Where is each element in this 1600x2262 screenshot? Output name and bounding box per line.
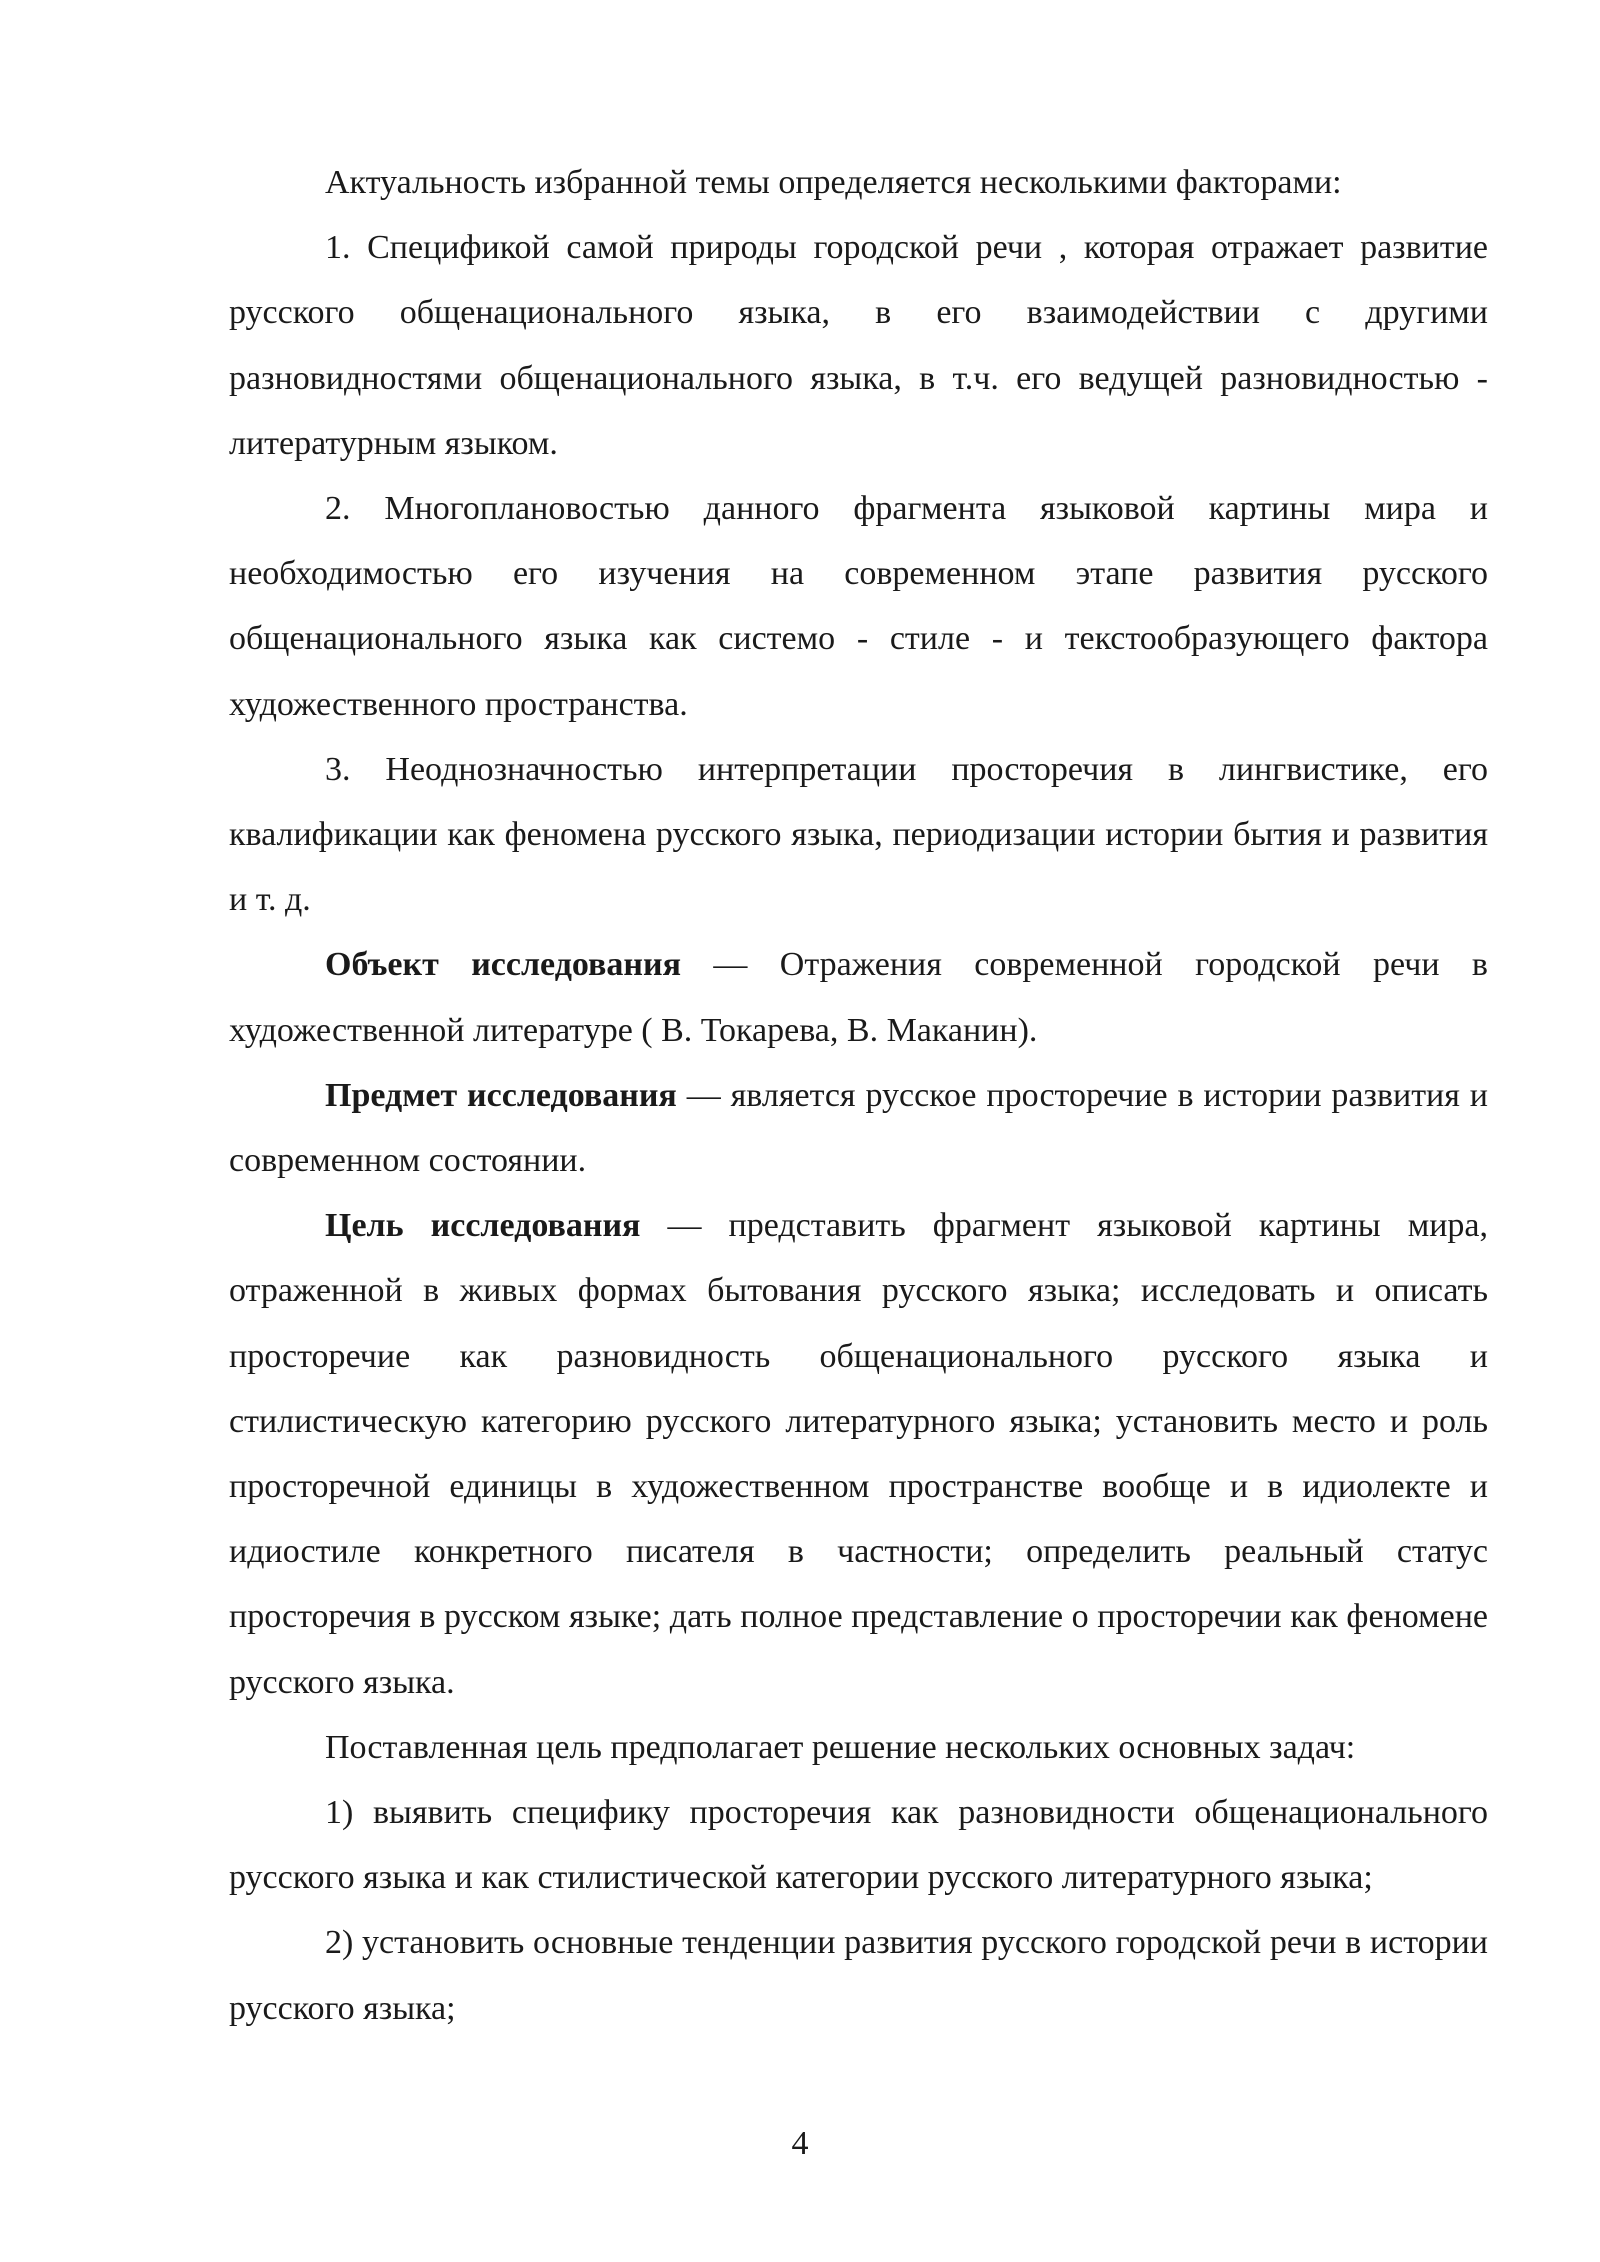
paragraph-factor-2: 2. Многоплановостью данного фрагмента языковой картины мира и необходимостью его изучения на современном этапе развития русского общенационального языка как системо - стиле - и текстообразующего фактора художественного пространства. xyxy=(229,490,1488,723)
goal-term: Цель исследования xyxy=(325,1207,641,1245)
paragraph-factor-3: 3. Неоднозначностью интерпретации просторечия в лингвистике, его квалификации как феномена русского языка, периодизации истории бытия и развития и т. д. xyxy=(229,750,1488,919)
paragraph-task-2: 2) установить основные тенденции развития русского городской речи в истории русского языка; xyxy=(229,1924,1488,2027)
paragraph-intro: Актуальность избранной темы определяется несколькими факторами: xyxy=(325,164,1342,201)
object-text: — Отражения современной городской речи в художественной литературе ( В. Токарева, В. Маканин). xyxy=(229,946,1488,1049)
paragraph-tasks-intro: Поставленная цель предполагает решение нескольких основных задач: xyxy=(325,1728,1356,1766)
paragraph-object xyxy=(229,932,1488,1062)
paragraph-task-1: 1) выявить специфику просторечия как разновидности общенационального русского языка и как стилистической категории русского литературного языка; xyxy=(229,1794,1488,1897)
subject-term: Предмет исследования xyxy=(325,1076,677,1114)
goal-text: — представить фрагмент языковой картины мира, отраженной в живых формах бытования русского языка; исследовать и описать просторечие как разновидность общенационального русского языка и стилистическую категорию русского литературного языка; установить место и роль просторечной единицы в художественном пространстве вообще и в идиолекте и идиостиле конкретного писателя в частности; определить реальный статус просторечия в русском языке; дать полное представление о просторечии как феномене русского языка. xyxy=(229,1207,1489,1701)
object-term: Объект исследования xyxy=(325,946,681,984)
paragraph-subject xyxy=(229,1063,1488,1193)
subject-text: — является русское просторечие в истории развития и современном состоянии. xyxy=(229,1076,1488,1180)
page-number: 4 xyxy=(791,2125,809,2162)
document-body xyxy=(229,150,1488,2041)
paragraph-goal xyxy=(229,1193,1488,1715)
paragraph-factor-1: 1. Спецификой самой природы городской речи , которая отражает развитие русского общенационального языка, в его взаимодействии с другими разновидностями общенационального языка, в т.ч. его ведущей разновидностью - литературным языком. xyxy=(229,229,1488,462)
